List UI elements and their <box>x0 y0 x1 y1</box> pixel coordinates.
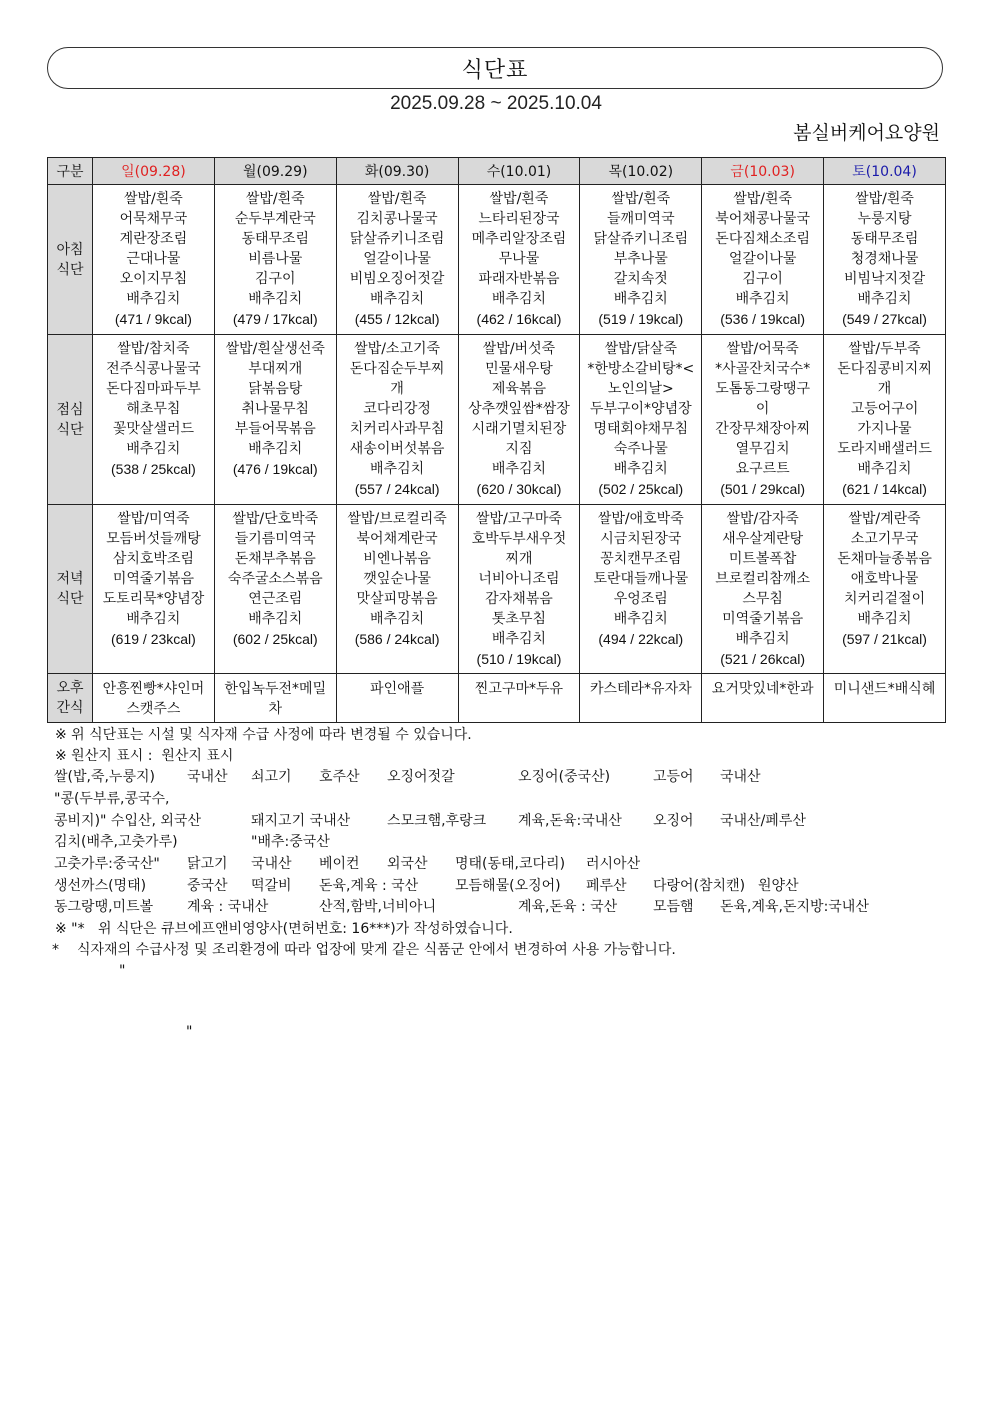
calorie-info: (519 / 19kcal) <box>598 311 684 327</box>
menu-cell <box>458 505 580 674</box>
menu-item: 전주식콩나물국 <box>106 361 201 377</box>
menu-item: 배추김치 <box>248 441 303 457</box>
menu-cell <box>458 335 580 505</box>
meal-label-line: 식단 <box>56 591 84 607</box>
menu-item: 깻잎순나물 <box>363 571 431 587</box>
menu-item: 얼갈이나물 <box>363 251 431 267</box>
origin-item: 산적,함박,너비아니 <box>319 899 437 915</box>
menu-item: 치커리겉절이 <box>843 591 926 607</box>
menu-item: *한방소갈비탕*< <box>587 361 695 377</box>
menu-item: 비빔오징어젓갈 <box>349 271 445 287</box>
menu-item: *사골잔치국수* <box>715 361 811 377</box>
menu-cell <box>458 185 580 335</box>
origin-item: 오징어젓갈 <box>387 769 455 785</box>
menu-item: 배추김치 <box>126 441 181 457</box>
menu-cell <box>93 505 215 674</box>
origin-item: 베이컨 <box>319 856 360 872</box>
menu-item: 배추김치 <box>857 611 912 627</box>
menu-item: 쌀밥/참치죽 <box>117 341 190 357</box>
menu-cell <box>702 335 824 505</box>
menu-cell <box>336 674 458 723</box>
calorie-info: (620 / 30kcal) <box>476 481 562 497</box>
menu-item: 감자채볶음 <box>485 591 553 607</box>
origin-item: "콩(두부류,콩국수, <box>54 791 170 807</box>
menu-item: 개 <box>877 381 892 397</box>
menu-item: 미트볼폭찹 <box>728 551 797 567</box>
menu-item: 꽃맛살샐러드 <box>112 421 194 437</box>
menu-item: 배추김치 <box>126 291 181 307</box>
menu-item: 김치콩나물국 <box>356 211 438 227</box>
menu-cell <box>93 185 215 335</box>
menu-item: 카스테라*유자차 <box>589 681 692 697</box>
origin-country: 원양산 <box>758 878 799 894</box>
meal-row <box>48 674 946 723</box>
menu-item: 오이지무침 <box>119 271 188 287</box>
notice-change: ※ 위 식단표는 시설 및 식자재 수급 사정에 따라 변경될 수 있습니다. <box>55 727 472 743</box>
menu-item: 쌀밥/고구마죽 <box>476 511 562 527</box>
menu-item: 부추나물 <box>613 251 668 267</box>
menu-item: 부들어묵볶음 <box>234 421 316 437</box>
menu-cell <box>824 335 946 505</box>
menu-item: 쌀밥/흰살생선죽 <box>225 341 325 357</box>
origin-country: 러시아산 <box>586 856 641 872</box>
menu-item: 돈다짐채소조림 <box>715 231 810 247</box>
calorie-info: (455 / 12kcal) <box>354 311 440 327</box>
menu-table <box>47 157 946 723</box>
menu-item: 김구이 <box>254 271 296 287</box>
calorie-info: (501 / 29kcal) <box>720 481 806 497</box>
menu-item: 배추김치 <box>248 291 303 307</box>
menu-item: 쌀밥/흰죽 <box>611 191 671 207</box>
menu-body <box>48 185 946 723</box>
menu-item: 쌀밥/단호박죽 <box>232 511 319 527</box>
origin-heading: ※ 원산지 표시 : 원산지 표시 <box>55 748 234 764</box>
menu-item: 들기름미역국 <box>234 531 316 547</box>
menu-cell <box>214 505 336 674</box>
menu-item: 파래자반볶음 <box>478 271 560 287</box>
menu-item: 순두부계란국 <box>234 211 316 227</box>
origin-item: 동그랑땡,미트볼 <box>54 899 154 915</box>
meal-row <box>48 505 946 674</box>
calorie-info: (479 / 17kcal) <box>232 311 318 327</box>
menu-item: 제육볶음 <box>491 381 546 397</box>
menu-item: 무나물 <box>498 251 540 267</box>
menu-item: 동태무조림 <box>241 231 310 247</box>
menu-item: 배추김치 <box>735 631 790 647</box>
menu-item: 도라지배샐러드 <box>837 441 932 457</box>
calorie-info: (621 / 14kcal) <box>842 481 927 497</box>
menu-item: 돈다짐마파두부 <box>106 381 201 397</box>
origin-country: 고춧가루:중국산" <box>54 856 160 872</box>
meal-label <box>48 505 93 674</box>
menu-item: 노인의날> <box>607 381 674 397</box>
menu-item: 민물새우탕 <box>485 361 553 377</box>
calorie-info: (586 / 24kcal) <box>354 631 440 647</box>
menu-cell <box>458 674 580 723</box>
menu-item: 쌀밥/흰죽 <box>245 191 305 207</box>
menu-item: 이 <box>755 401 770 417</box>
menu-item: 쌀밥/어묵죽 <box>726 341 799 357</box>
meal-label-line: 저녁 <box>56 571 84 587</box>
menu-cell <box>824 505 946 674</box>
origin-item: 떡갈비 <box>251 878 292 894</box>
menu-item: 배추김치 <box>370 611 425 627</box>
menu-item: 시금치된장국 <box>600 531 682 547</box>
menu-item: 배추김치 <box>491 291 546 307</box>
author-note: ※ "* 위 식단은 큐브에프앤비영양사(면허번호: 16***)가 작성하였습니다. <box>55 921 513 937</box>
calorie-info: (538 / 25kcal) <box>111 461 196 477</box>
menu-item: 치커리사과무침 <box>349 421 445 437</box>
menu-item: 쌀밥/흰죽 <box>855 191 914 207</box>
origin-country: 돈육,계육,돈지방:국내산 <box>720 899 869 915</box>
origin-country: 오징어(중국산) <box>518 769 611 785</box>
calorie-info: (510 / 19kcal) <box>476 651 562 667</box>
menu-item: 배추김치 <box>248 611 303 627</box>
origin-country: 국내산 <box>251 856 292 872</box>
menu-item: 새송이버섯볶음 <box>349 441 445 457</box>
origin-item: 쌀(밥,죽,누룽지) <box>54 769 155 785</box>
origin-item: 모듬해물(오징어) <box>455 878 561 894</box>
menu-item: 차 <box>268 701 283 717</box>
menu-item: 청경채나물 <box>850 251 919 267</box>
day-header: 월(09.29) <box>214 158 336 185</box>
menu-item: 애호박나물 <box>850 571 919 587</box>
stray-quote: " <box>119 963 126 979</box>
menu-item: 스무침 <box>742 591 783 607</box>
menu-item: 톳초무침 <box>491 611 546 627</box>
menu-item: 닭살쥬키니조림 <box>349 231 445 247</box>
calorie-info: (597 / 21kcal) <box>842 631 927 647</box>
menu-item: 쌀밥/브로컬리죽 <box>347 511 447 527</box>
menu-item: 요구르트 <box>735 461 790 477</box>
menu-item: 해초무침 <box>126 401 181 417</box>
menu-cell <box>702 185 824 335</box>
day-header: 금(10.03) <box>702 158 824 185</box>
menu-item: 스캣주스 <box>126 701 181 717</box>
menu-cell <box>580 185 702 335</box>
menu-item: 찐고구마*두유 <box>474 681 564 697</box>
menu-item: 취나물무침 <box>241 401 310 417</box>
meal-label-line: 간식 <box>56 700 84 716</box>
origin-country: 외국산 <box>387 856 428 872</box>
calorie-info: (557 / 24kcal) <box>354 481 440 497</box>
menu-item: 쌀밥/흰죽 <box>124 191 183 207</box>
day-header: 토(10.04) <box>824 158 946 185</box>
menu-cell <box>702 674 824 723</box>
menu-item: 지짐 <box>505 441 533 457</box>
menu-cell <box>824 674 946 723</box>
origin-item: 명태(동태,코다리) <box>455 856 566 872</box>
menu-item: 쌀밥/흰죽 <box>367 191 427 207</box>
menu-item: 상추깻잎쌈*쌈장 <box>468 401 570 417</box>
menu-item: 쌀밥/애호박죽 <box>597 511 684 527</box>
origin-country: 계육,돈육:국내산 <box>518 813 622 829</box>
menu-cell <box>214 335 336 505</box>
origin-item: 스모크햄,후랑크 <box>387 813 487 829</box>
menu-item: 미니샌드*배식혜 <box>833 681 936 697</box>
menu-item: 배추김치 <box>857 461 912 477</box>
menu-item: 새우살계란탕 <box>722 531 804 547</box>
day-header: 화(09.30) <box>336 158 458 185</box>
menu-cell <box>580 505 702 674</box>
origin-item: 다랑어(참치캔) <box>653 878 746 894</box>
menu-item: 배추김치 <box>491 461 546 477</box>
menu-cell <box>214 185 336 335</box>
calorie-info: (536 / 19kcal) <box>720 311 806 327</box>
substitution-mark: * <box>52 942 59 958</box>
menu-item: 돈채부추볶음 <box>234 551 316 567</box>
facility-name: 봄실버케어요양원 <box>793 122 940 144</box>
menu-item: 배추김치 <box>613 291 668 307</box>
menu-item: 간장무채장아찌 <box>715 421 810 437</box>
meal-label <box>48 674 93 723</box>
menu-item: 쌀밥/미역죽 <box>117 511 190 527</box>
title-box <box>47 47 943 89</box>
origin-item: 모듬햄 <box>653 899 694 915</box>
menu-item: 미역줄기볶음 <box>722 611 804 627</box>
origin-item: 오징어 <box>653 813 694 829</box>
menu-cell <box>702 505 824 674</box>
menu-item: 동태무조림 <box>850 231 919 247</box>
menu-item: 미역줄기볶음 <box>112 571 194 587</box>
menu-item: 맛살피망볶음 <box>356 591 438 607</box>
menu-item: 쌀밥/계란죽 <box>848 511 921 527</box>
corner-label: 구분 <box>48 158 93 185</box>
menu-cell <box>336 335 458 505</box>
menu-item: 찌개 <box>505 551 533 567</box>
menu-item: 두부구이*양념장 <box>589 401 692 417</box>
menu-item: 열무김치 <box>735 441 790 457</box>
menu-item: 누룽지탕 <box>857 211 912 227</box>
menu-cell <box>336 185 458 335</box>
menu-item: 배추김치 <box>613 611 668 627</box>
meal-label <box>48 335 93 505</box>
menu-item: 요거맛있네*한과 <box>711 681 814 697</box>
menu-item: 배추김치 <box>857 291 912 307</box>
substitution-note: 식자재의 수급사정 및 조리환경에 따라 업장에 맞게 같은 식품군 안에서 변경하여 사용 가능합니다. <box>77 942 676 958</box>
menu-item: 한입녹두전*메밀 <box>224 681 327 697</box>
menu-item: 고등어구이 <box>850 401 919 417</box>
origin-item: 고등어 <box>653 769 694 785</box>
day-header: 목(10.02) <box>580 158 702 185</box>
day-header: 수(10.01) <box>458 158 580 185</box>
menu-item: 돈다짐콩비지찌 <box>837 361 932 377</box>
menu-item: 삼치호박조림 <box>112 551 194 567</box>
menu-item: 쌀밥/흰죽 <box>733 191 793 207</box>
menu-item: 꽁치캔무조림 <box>600 551 682 567</box>
menu-cell <box>93 674 215 723</box>
menu-item: 개 <box>390 381 404 397</box>
menu-item: 어묵채무국 <box>119 211 188 227</box>
origin-country: 국내산/페루산 <box>720 813 806 829</box>
calorie-info: (494 / 22kcal) <box>598 631 684 647</box>
menu-item: 계란장조림 <box>119 231 188 247</box>
menu-item: 배추김치 <box>735 291 790 307</box>
menu-item: 얼갈이나물 <box>728 251 797 267</box>
meal-label-line: 식단 <box>56 421 84 438</box>
origin-country: 계육,돈육 : 국산 <box>518 899 618 915</box>
menu-cell <box>580 674 702 723</box>
calorie-info: (602 / 25kcal) <box>232 631 318 647</box>
meal-label-line: 아침 <box>56 241 84 258</box>
meal-label-line: 점심 <box>56 401 84 418</box>
menu-item: 비빔낙지젓갈 <box>843 271 926 287</box>
menu-item: 쌀밥/소고기죽 <box>354 341 441 357</box>
calorie-info: (619 / 23kcal) <box>111 631 196 647</box>
origin-item: 쇠고기 <box>251 769 292 785</box>
calorie-info: (521 / 26kcal) <box>720 651 806 667</box>
menu-item: 쌀밥/감자죽 <box>726 511 799 527</box>
menu-item: 가지나물 <box>857 421 912 437</box>
origin-country: 계육 : 국내산 <box>187 899 269 915</box>
menu-item: 명태회야채무침 <box>593 421 689 437</box>
menu-item: 메추리알장조림 <box>471 231 567 247</box>
menu-item: 배추김치 <box>491 631 546 647</box>
stray-quote: " <box>186 1024 193 1040</box>
menu-item: 비름나물 <box>248 251 303 267</box>
origin-country: "배추:중국산 <box>251 834 330 850</box>
menu-item: 숙주굴소스볶음 <box>227 571 323 587</box>
menu-item: 배추김치 <box>126 611 181 627</box>
menu-cell <box>214 674 336 723</box>
calorie-info: (476 / 19kcal) <box>232 461 318 477</box>
menu-item: 너비아니조림 <box>478 571 560 587</box>
origin-country: 중국산 <box>187 878 228 894</box>
menu-item: 배추김치 <box>370 461 425 477</box>
page-title: 식단표 <box>461 57 529 83</box>
origin-country: 호주산 <box>319 769 360 785</box>
menu-item: 근대나물 <box>126 251 181 267</box>
calorie-info: (549 / 27kcal) <box>842 311 927 327</box>
origin-item: 돼지고기 국내산 <box>251 813 351 829</box>
menu-item: 돈채마늘종볶음 <box>837 551 932 567</box>
origin-country: 돈육,계육 : 국산 <box>319 878 419 894</box>
menu-item: 배추김치 <box>370 291 425 307</box>
menu-item: 배추김치 <box>613 461 668 477</box>
menu-cell <box>93 335 215 505</box>
meal-label-line: 식단 <box>56 261 84 278</box>
menu-cell <box>336 505 458 674</box>
origin-country: 페루산 <box>586 878 627 894</box>
menu-item: 들깨미역국 <box>606 211 675 227</box>
menu-item: 연근조림 <box>248 591 303 607</box>
calorie-info: (471 / 9kcal) <box>114 311 192 327</box>
origin-item: 생선까스(명태) <box>54 878 147 894</box>
menu-item: 북어채계란국 <box>356 531 438 547</box>
menu-item: 쌀밥/두부죽 <box>848 341 921 357</box>
menu-item: 느타리된장국 <box>478 211 560 227</box>
day-header: 일(09.28) <box>93 158 215 185</box>
menu-item: 브로컬리참깨소 <box>715 571 810 587</box>
menu-item: 모듬버섯들깨탕 <box>106 531 201 547</box>
calorie-info: (502 / 25kcal) <box>598 481 684 497</box>
menu-cell <box>580 335 702 505</box>
menu-item: 김구이 <box>742 271 783 287</box>
menu-item: 도톰동그랑땡구 <box>715 381 810 397</box>
origin-country: 국내산 <box>187 769 228 785</box>
menu-item: 숙주나물 <box>613 441 668 457</box>
menu-item: 토란대들깨나물 <box>593 571 689 587</box>
menu-item: 안흥찐빵*샤인머 <box>102 681 205 697</box>
menu-item: 호박두부새우젓 <box>471 531 567 547</box>
menu-item: 갈치속젓 <box>613 271 668 287</box>
menu-item: 쌀밥/버섯죽 <box>482 341 556 357</box>
origin-item: 콩비지)" 수입산, 외국산 <box>54 813 201 829</box>
menu-item: 북어채콩나물국 <box>715 211 810 227</box>
menu-item: 닭살쥬키니조림 <box>593 231 689 247</box>
menu-item: 파인애플 <box>370 681 425 697</box>
origin-item: 닭고기 <box>187 856 228 872</box>
menu-item: 돈다짐순두부찌 <box>349 361 445 377</box>
menu-item: 코다리강정 <box>363 401 431 417</box>
menu-cell <box>824 185 946 335</box>
menu-item: 닭볶음탕 <box>248 381 303 397</box>
meal-row <box>48 185 946 335</box>
menu-item: 우엉조림 <box>613 591 668 607</box>
menu-item: 쌀밥/흰죽 <box>489 191 549 207</box>
menu-item: 부대찌개 <box>248 361 303 377</box>
meal-label <box>48 185 93 335</box>
day-header-row <box>48 158 946 185</box>
menu-item: 쌀밥/닭살죽 <box>604 341 677 357</box>
origin-country: 국내산 <box>720 769 761 785</box>
menu-item: 시래기멸치된장 <box>471 421 567 437</box>
meal-label-line: 오후 <box>56 680 84 696</box>
meal-row <box>48 335 946 505</box>
menu-item: 소고기무국 <box>850 531 919 547</box>
date-range: 2025.09.28 ~ 2025.10.04 <box>390 93 602 114</box>
menu-item: 비엔나볶음 <box>363 551 431 567</box>
menu-item: 도토리묵*양념장 <box>102 591 205 607</box>
calorie-info: (462 / 16kcal) <box>476 311 562 327</box>
origin-item: 김치(배추,고춧가루) <box>54 834 178 850</box>
